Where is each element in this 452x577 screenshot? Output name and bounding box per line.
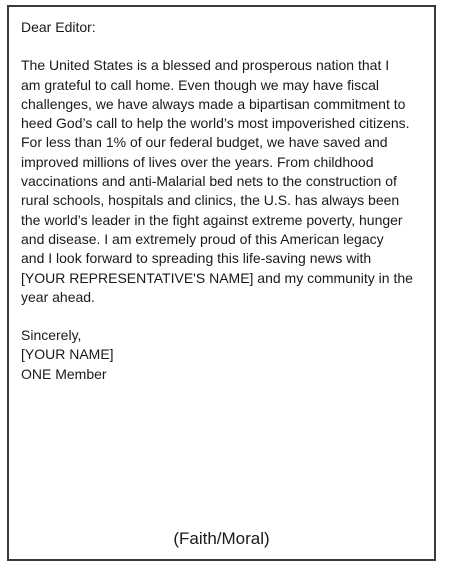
- letter-closing: Sincerely,: [21, 327, 82, 344]
- letter-paragraph: The United States is a blessed and prosperous nation that I am grateful to call home. Even though we may have fiscal challenges, we have always made a bipartisan commitment to heed God’s call to help the world’s most impoverished citizens. For less than 1% of our federal budget, we have saved and improved millions of lives over the years. From childhood vaccinations and anti-Malarial bed nets to the construction of rural schools, hospitals and clinics, the U.S. has always been the world’s leader in the fight against extreme poverty, hunger and disease. I am extremely proud of this American legacy and I look forward to spreading this life-saving news with [YOUR REPRESENTATIVE'S NAME] and my community in the year ahead.: [21, 57, 413, 305]
- letter-signature-name: [YOUR NAME]: [21, 346, 114, 363]
- letter-frame: [7, 5, 436, 561]
- letter-greeting: Dear Editor:: [21, 19, 96, 35]
- letter-body: [21, 18, 425, 384]
- category-label: (Faith/Moral): [173, 529, 270, 548]
- letter-closing-block: [21, 326, 425, 384]
- letter-signature-title: ONE Member: [21, 365, 107, 382]
